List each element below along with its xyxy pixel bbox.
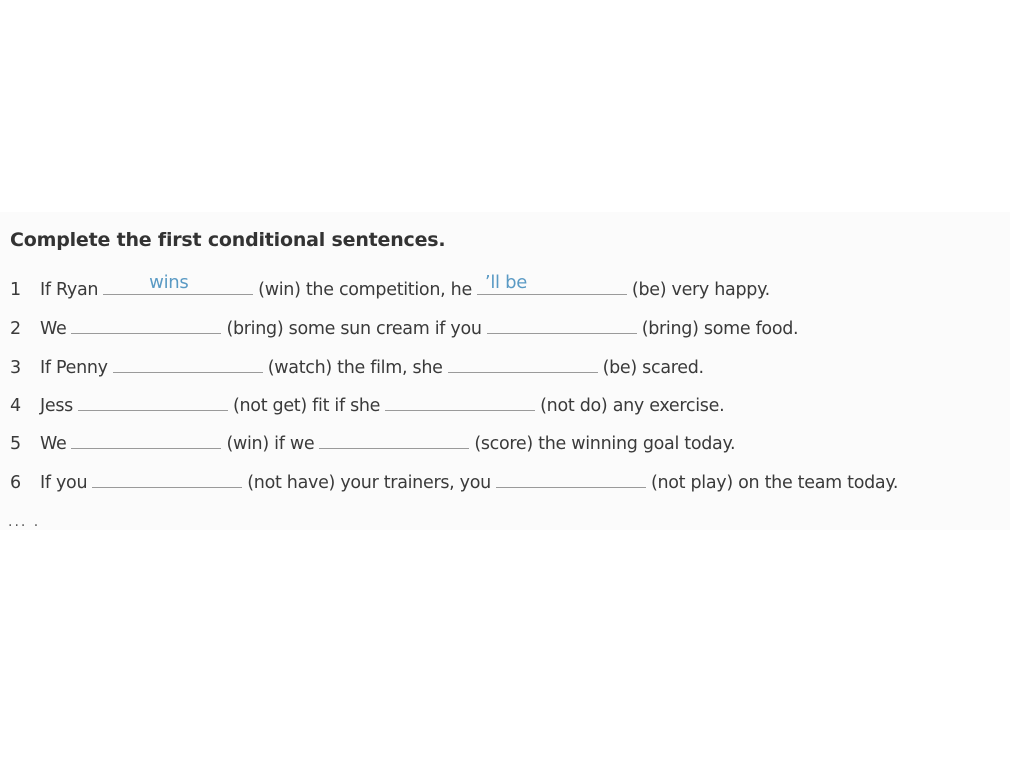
sentence-text: If Ryan [40,280,99,300]
sentence-1 [10,274,770,300]
sentence-number: 1 [10,280,21,300]
sentence-text: (win) the competition, he [258,280,472,300]
sentence-number: 5 [10,434,21,454]
answer-blank[interactable] [487,313,637,334]
sentence-text: (not do) any exercise. [540,396,725,416]
answer-blank[interactable] [113,352,263,373]
sentence-5 [10,428,735,454]
answer-blank[interactable] [385,390,535,411]
answer-blank[interactable] [319,428,469,449]
sentence-3 [10,352,704,378]
sentence-6 [10,467,898,493]
sentence-text: (be) very happy. [631,280,770,300]
exercise-title: Complete the first conditional sentences. [10,229,446,251]
sentence-text: (not play) on the team today. [650,473,899,493]
sentence-text: If Penny [40,358,108,378]
sentence-number: 3 [10,358,21,378]
sentence-text: (not have) your trainers, you [247,473,491,493]
sentence-number: 2 [10,319,21,339]
sentence-text: (be) scared. [602,358,704,378]
sentence-text: We [40,319,67,339]
answer-blank[interactable] [496,467,646,488]
answer-text: wins [149,272,189,293]
answer-blank[interactable] [477,274,627,295]
answer-text: ’ll be [484,272,528,293]
sentence-text: (bring) some food. [641,319,799,339]
sentence-text: We [40,434,67,454]
answer-blank[interactable] [71,313,221,334]
sentence-number: 4 [10,396,21,416]
answer-blank[interactable] [78,390,228,411]
sentence-text: (not get) fit if she [232,396,381,416]
sentence-4 [10,390,724,416]
sentence-text: (bring) some sun cream if you [226,319,482,339]
answer-blank[interactable] [103,274,253,295]
sentence-text: (win) if we [226,434,315,454]
sentence-text: (score) the winning goal today. [474,434,736,454]
sentence-number: 6 [10,473,21,493]
sentence-2 [10,313,798,339]
sentence-text: Jess [40,396,73,416]
answer-blank[interactable] [448,352,598,373]
answer-blank[interactable] [71,428,221,449]
sentence-text: (watch) the film, she [267,358,443,378]
answer-blank[interactable] [92,467,242,488]
cropped-text-fragment: ··· · [8,518,41,534]
sentence-text: If you [40,473,88,493]
